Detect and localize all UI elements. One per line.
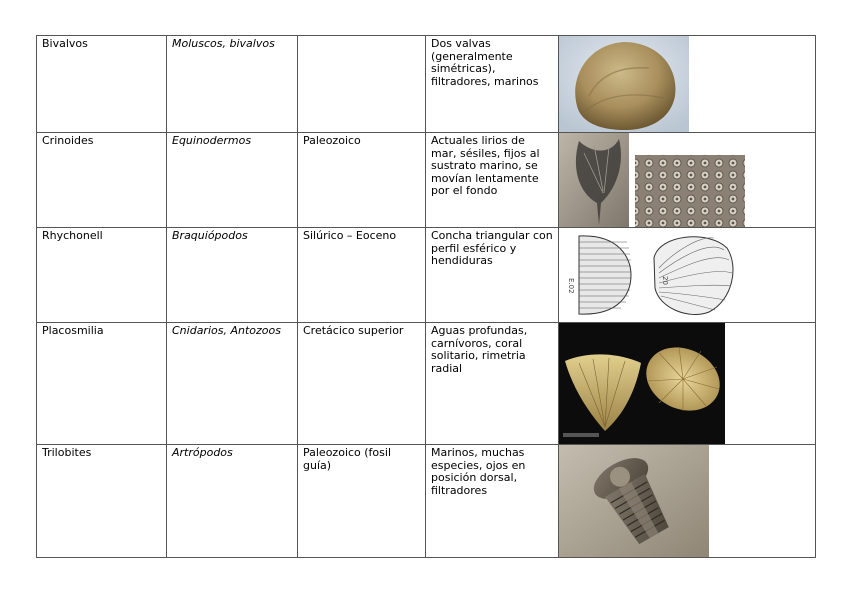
- trilobite-fossil-image: [559, 445, 709, 557]
- brachiopod-drawing: [559, 228, 739, 322]
- fossil-name: Placosmilia: [37, 323, 167, 445]
- fossil-description: Actuales lirios de mar, sésiles, fijos al sustrato marino, se movían lentamente por el fondo: [426, 133, 559, 228]
- table-row: [37, 36, 816, 133]
- crinoid-fossil-image: [559, 133, 749, 227]
- fossil-age: Cretácico superior: [298, 323, 426, 445]
- table-row: [37, 323, 816, 445]
- fossil-age: [298, 36, 426, 133]
- fossil-name: Trilobites: [37, 445, 167, 558]
- drawing-label-right: 20: [661, 276, 669, 285]
- fossil-image-cell: [559, 36, 816, 133]
- table-row: [37, 133, 816, 228]
- table-row: [37, 445, 816, 558]
- fossil-phylum: Moluscos, bivalvos: [167, 36, 298, 133]
- fossil-description: Dos valvas (generalmente simétricas), filtradores, marinos: [426, 36, 559, 133]
- fossil-name: Bivalvos: [37, 36, 167, 133]
- fossil-name: Rhychonell: [37, 228, 167, 323]
- fossil-table: [36, 35, 816, 558]
- fossil-phylum: Equinodermos: [167, 133, 298, 228]
- coral-fossil-image: [559, 323, 725, 444]
- fossil-age: Paleozoico (fosil guía): [298, 445, 426, 558]
- fossil-description: Concha triangular con perfil esférico y hendiduras: [426, 228, 559, 323]
- fossil-age: Paleozoico: [298, 133, 426, 228]
- fossil-image-cell: [559, 228, 816, 323]
- drawing-label-left: E.02: [567, 278, 575, 294]
- fossil-description: Aguas profundas, carnívoros, coral solitario, rimetria radial: [426, 323, 559, 445]
- fossil-age: Silúrico – Eoceno: [298, 228, 426, 323]
- table-row: [37, 228, 816, 323]
- bivalve-fossil-image: [559, 36, 689, 132]
- fossil-phylum: Artrópodos: [167, 445, 298, 558]
- fossil-name: Crinoides: [37, 133, 167, 228]
- fossil-phylum: Braquiópodos: [167, 228, 298, 323]
- fossil-phylum: Cnidarios, Antozoos: [167, 323, 298, 445]
- fossil-image-cell: [559, 133, 816, 228]
- fossil-description: Marinos, muchas especies, ojos en posición dorsal, filtradores: [426, 445, 559, 558]
- fossil-image-cell: [559, 445, 816, 558]
- fossil-image-cell: [559, 323, 816, 445]
